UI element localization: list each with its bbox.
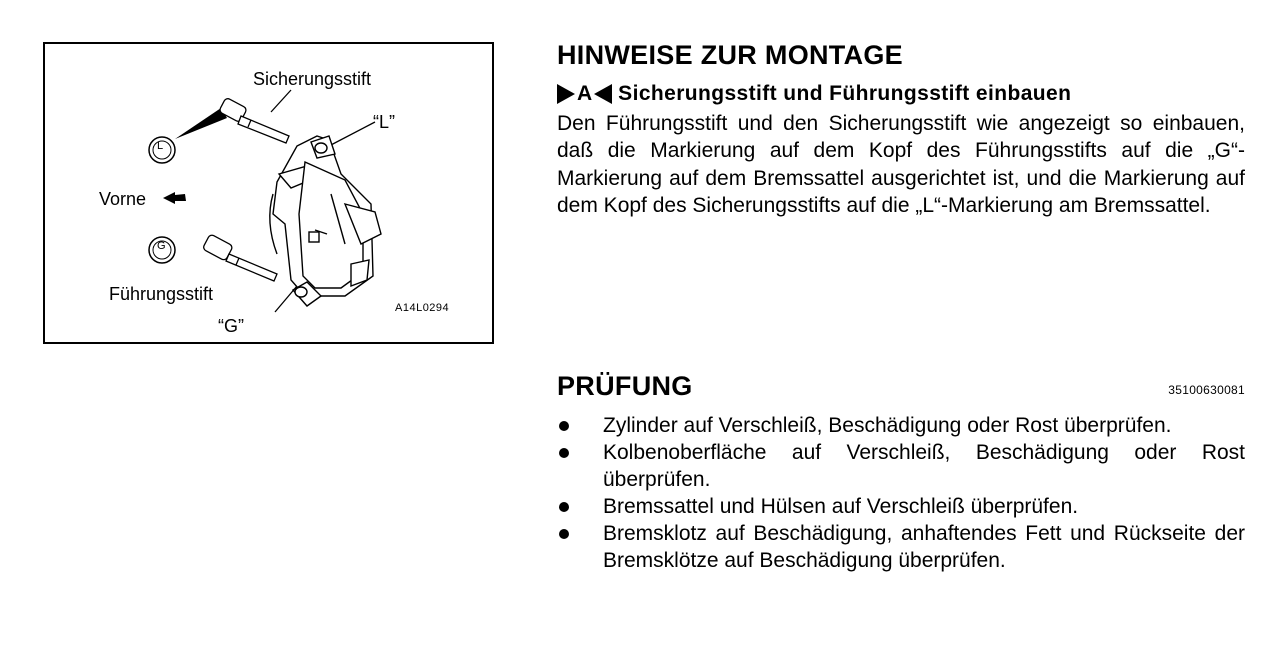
pruefung-list: [557, 412, 1245, 574]
list-item: Zylinder auf Verschleiß, Beschädigung oder Rost überprüfen.: [557, 412, 1245, 439]
list-item: Bremsklotz auf Beschädigung, anhaftendes Fett und Rückseite der Bremsklötze auf Beschädigung überprüfen.: [557, 520, 1245, 574]
montage-title: HINWEISE ZUR MONTAGE: [557, 40, 903, 70]
l-symbol-text: L: [157, 140, 164, 152]
list-item: Bremssattel und Hülsen auf Verschleiß überprüfen.: [557, 493, 1245, 520]
bullet-icon: [559, 529, 569, 539]
montage-step-heading: [557, 82, 1245, 106]
caliper-figure: [43, 42, 494, 344]
montage-paragraph: Den Führungsstift und den Sicherungsstift wie angezeigt so einbauen, daß die Markierung auf dem Kopf des Führungsstifts auf die „G“-Markierung auf dem Bremssattel ausgerichtet ist, und die Markierung auf dem Kopf des Sicherungsstifts auf die „L“-Markierung am Bremssattel.: [557, 112, 1245, 217]
montage-section: [557, 40, 1245, 219]
pruefung-code: 35100630081: [1168, 383, 1245, 397]
l-mark-label: “L”: [373, 112, 395, 132]
triangle-right-icon: [557, 84, 575, 104]
figure-code: A14L0294: [395, 302, 450, 314]
fuehrungsstift-label: Führungsstift: [109, 284, 214, 304]
g-mark-label: “G”: [218, 316, 244, 336]
sicherungsstift-label: Sicherungsstift: [253, 69, 372, 89]
pruefung-header: [557, 371, 1245, 401]
g-symbol-text: G: [157, 240, 166, 252]
bullet-icon: [559, 502, 569, 512]
step-title: Sicherungsstift und Führungsstift einbauen: [618, 82, 1072, 105]
bullet-icon: [559, 448, 569, 458]
list-item: Kolbenoberfläche auf Verschleiß, Beschädigung oder Rost überprüfen.: [557, 439, 1245, 493]
step-letter: A: [577, 82, 593, 105]
pruefung-title: PRÜFUNG: [557, 371, 693, 401]
vorne-label: Vorne: [99, 189, 147, 209]
triangle-left-icon: [594, 84, 612, 104]
bullet-icon: [559, 421, 569, 431]
pruefung-section: [557, 371, 1245, 574]
